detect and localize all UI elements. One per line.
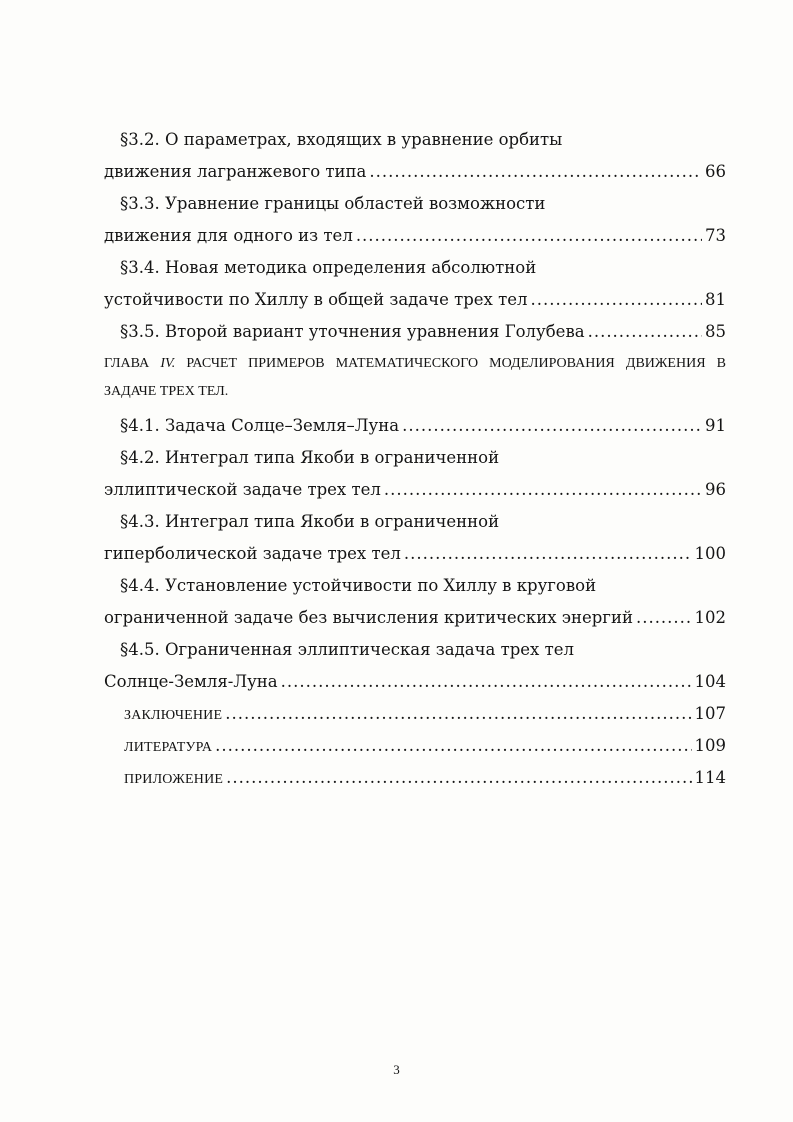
dot-leader [636, 602, 692, 634]
toc-entry [104, 316, 726, 348]
chapter-heading [104, 350, 726, 406]
toc-entry [104, 188, 726, 252]
toc-entry-title: ЗАКЛЮЧЕНИЕ [124, 708, 223, 723]
toc-entry-title: §4.5. Ограниченная эллиптическая задача трех тел [120, 640, 574, 659]
chapter-title: РАСЧЕТ ПРИМЕРОВ МАТЕМАТИЧЕСКОГО МОДЕЛИРОВАНИЯ ДВИЖЕНИЯ В ЗАДАЧЕ ТРЕХ ТЕЛ. [104, 356, 727, 399]
toc-entry-line [104, 538, 726, 570]
toc-page-number: 107 [694, 704, 726, 723]
dot-leader [369, 156, 702, 188]
toc-page-number: 109 [694, 736, 726, 755]
toc-entry [104, 570, 726, 634]
dot-leader [384, 474, 702, 506]
toc-entry-title: ЛИТЕРАТУРА [124, 740, 213, 755]
dot-leader [215, 730, 691, 762]
dot-leader [225, 698, 691, 730]
toc-page-number: 81 [705, 290, 726, 309]
toc-entry-title: §3.4. Новая методика определения абсолютной [120, 258, 537, 277]
dot-leader [588, 316, 702, 348]
dot-leader [226, 762, 691, 794]
toc-entry-title: §4.4. Установление устойчивости по Хиллу в круговой [120, 576, 597, 595]
dot-leader [281, 666, 692, 698]
dot-leader [356, 220, 702, 252]
toc-entry-literature [104, 730, 726, 762]
toc-entry-title: §4.3. Интеграл типа Якоби в ограниченной [120, 512, 500, 531]
toc-page-number: 96 [705, 480, 726, 499]
dot-leader [404, 538, 692, 570]
toc-entry-line [104, 156, 726, 188]
toc-entry [104, 634, 726, 698]
toc-entry-title: §3.5. Второй вариант уточнения уравнения Голубева [120, 322, 585, 341]
toc-entry [104, 506, 726, 570]
toc-entry-title-cont: Солнце-Земля-Луна [104, 672, 278, 691]
toc-entry-title-cont: движения лагранжевого типа [104, 162, 367, 181]
toc-page-number: 102 [694, 608, 726, 627]
dot-leader [530, 284, 702, 316]
toc-entry-title-cont: устойчивости по Хиллу в общей задаче трех тел [104, 290, 528, 309]
toc-entry-title: §3.3. Уравнение границы областей возможности [120, 194, 546, 213]
toc-page-number: 104 [694, 672, 726, 691]
toc-page-number: 85 [705, 322, 726, 341]
page-number: 3 [393, 1062, 400, 1077]
toc-entry-line [104, 220, 726, 252]
toc-entry-title-cont: гиперболической задаче трех тел [104, 544, 401, 563]
toc-entry-title: ПРИЛОЖЕНИЕ [124, 772, 224, 787]
toc-entry-line [104, 474, 726, 506]
toc-entry [104, 252, 726, 316]
toc-entry-line [104, 602, 726, 634]
toc-entry [104, 124, 726, 188]
toc-entry-title: §3.2. О параметрах, входящих в уравнение орбиты [120, 130, 563, 149]
table-of-contents [104, 124, 726, 794]
toc-entry-title: §4.2. Интеграл типа Якоби в ограниченной [120, 448, 500, 467]
toc-entry-line [104, 284, 726, 316]
toc-entry-title-cont: эллиптической задаче трех тел [104, 480, 381, 499]
toc-entry-line [104, 666, 726, 698]
toc-page-number: 73 [705, 226, 726, 245]
chapter-prefix: ГЛАВА [104, 356, 150, 371]
toc-entry-title-cont: ограниченной задаче без вычисления критических энергий [104, 608, 633, 627]
chapter-number: IV. [160, 356, 176, 371]
toc-entry [104, 442, 726, 506]
toc-entry-appendix [104, 762, 726, 794]
toc-entry-conclusion [104, 698, 726, 730]
toc-page-number: 91 [705, 416, 726, 435]
toc-page-number: 100 [694, 544, 726, 563]
toc-page-number: 114 [694, 768, 726, 787]
dot-leader [402, 410, 702, 442]
toc-entry [104, 410, 726, 442]
toc-entry-title-cont: движения для одного из тел [104, 226, 353, 245]
toc-page-number: 66 [705, 162, 726, 181]
toc-entry-title: §4.1. Задача Солце–Земля–Луна [120, 416, 400, 435]
